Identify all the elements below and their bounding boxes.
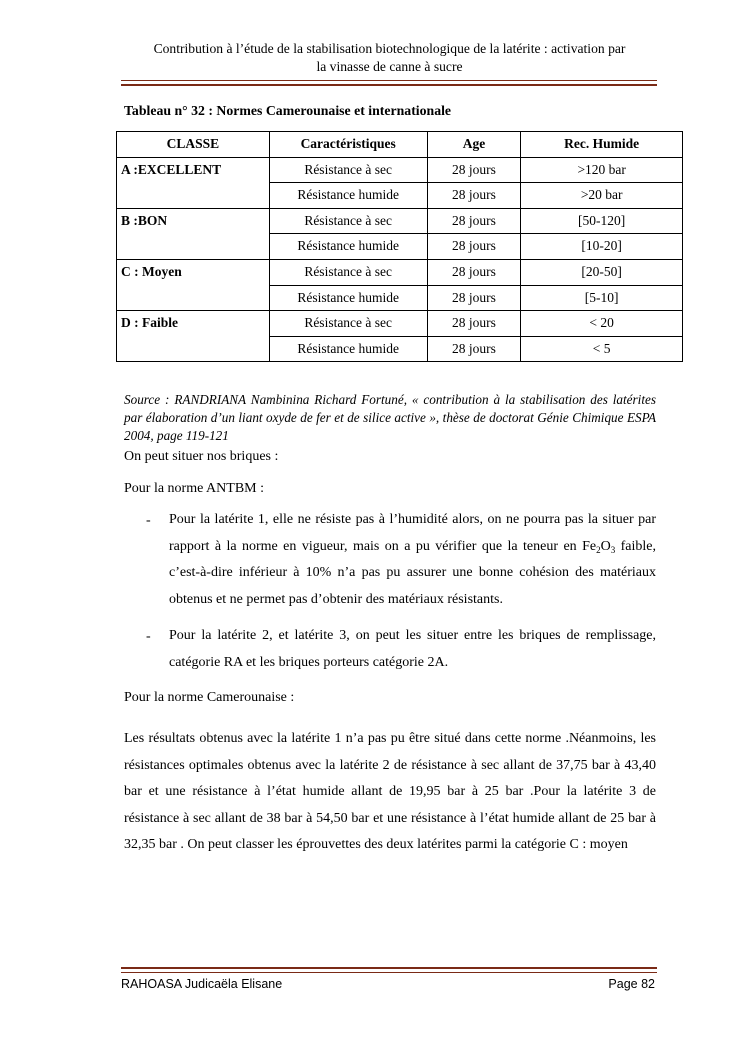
header-rule-thick: [121, 84, 657, 86]
age-cell: 28 jours: [427, 259, 521, 285]
bullet-1-text-after: faible, c’est-à-dire inférieur à 10% n’a pas pu assurer une bonne cohésion des matériaux obtenus et ne permet pas d’obtenir des matériaux résistants.: [169, 538, 656, 607]
rec-cell: [5-10]: [521, 285, 683, 311]
rec-cell: >20 bar: [521, 183, 683, 209]
column-header-caracteristiques: Caractéristiques: [269, 132, 427, 158]
carac-cell: Résistance humide: [269, 183, 427, 209]
footer-rule-thin: [121, 972, 657, 973]
intro-paragraph: On peut situer nos briques :: [124, 449, 279, 464]
class-cell: B :BON: [117, 208, 270, 234]
bullet-item-1: [169, 507, 656, 613]
carac-cell: Résistance à sec: [269, 208, 427, 234]
antbm-heading: Pour la norme ANTBM :: [124, 481, 264, 496]
bullet-1-text-before: Pour la latérite 1, elle ne résiste pas à l’humidité alors, on ne pourra pas la situer par rapport à la norme en vigueur, mais on a pu vérifier que la teneur en: [169, 512, 656, 554]
rec-cell: < 5: [521, 336, 683, 362]
class-cell-empty: [117, 285, 270, 311]
rec-cell: < 20: [521, 311, 683, 337]
class-cell: C : Moyen: [117, 259, 270, 285]
carac-cell: Résistance à sec: [269, 259, 427, 285]
table-header-row: [117, 132, 683, 158]
bullet-dash-2: -: [146, 629, 151, 644]
formula-sub-1: 2: [596, 544, 601, 555]
table-row: [117, 336, 683, 362]
age-cell: 28 jours: [427, 183, 521, 209]
rec-cell: [50-120]: [521, 208, 683, 234]
class-cell-empty: [117, 336, 270, 362]
age-cell: 28 jours: [427, 208, 521, 234]
carac-cell: Résistance humide: [269, 285, 427, 311]
age-cell: 28 jours: [427, 336, 521, 362]
class-cell: A :EXCELLENT: [117, 157, 270, 183]
age-cell: 28 jours: [427, 311, 521, 337]
class-cell: D : Faible: [117, 311, 270, 337]
table-row: [117, 234, 683, 260]
table-title: Tableau n° 32 : Normes Camerounaise et internationale: [124, 103, 452, 118]
column-header-age: Age: [427, 132, 521, 158]
rec-cell: >120 bar: [521, 157, 683, 183]
norms-table: [116, 131, 683, 362]
age-cell: 28 jours: [427, 285, 521, 311]
formula-sub-2: 3: [610, 544, 616, 555]
footer-page-number: Page 82: [608, 977, 655, 991]
formula-o: O: [600, 538, 611, 554]
class-cell-empty: [117, 183, 270, 209]
carac-cell: Résistance humide: [269, 234, 427, 260]
age-cell: 28 jours: [427, 157, 521, 183]
footer-rule-thick: [121, 967, 657, 969]
class-cell-empty: [117, 234, 270, 260]
age-cell: 28 jours: [427, 234, 521, 260]
running-header: [121, 40, 658, 76]
table-row: [117, 208, 683, 234]
carac-cell: Résistance à sec: [269, 157, 427, 183]
cameroun-heading: Pour la norme Camerounaise :: [124, 690, 295, 705]
footer-author: RAHOASA Judicaëla Elisane: [121, 977, 283, 991]
rec-cell: [20-50]: [521, 259, 683, 285]
table-row: [117, 259, 683, 285]
header-line-2: la vinasse de canne à sucre: [316, 59, 463, 74]
results-paragraph: Les résultats obtenus avec la latérite 1 n’a pas pu être situé dans cette norme .Néanmoins, les résistances optimales obtenus avec la latérite 2 de résistance à sec allant de 37,75 bar à 43,40 bar et une résistance à l’état humide allant de 19,95 bar à 25 bar .Pour la latérite 3 de résistance à sec allant de 38 bar à 54,50 bar et une résistance à l’état humide allant de 25 bar à 32,35 bar . On peut classer les éprouvettes des deux latérites parmi la catégorie C : moyen: [124, 731, 656, 852]
table-row: [117, 311, 683, 337]
table-row: [117, 285, 683, 311]
column-header-rec-humide: Rec. Humide: [521, 132, 683, 158]
table-row: [117, 183, 683, 209]
header-line-1: Contribution à l’étude de la stabilisation biotechnologique de la latérite : activation par: [153, 41, 626, 56]
formula-fe: Fe: [582, 538, 597, 554]
table-source-citation: Source : RANDRIANA Nambinina Richard Fortuné, « contribution à la stabilisation des latérites par élaboration d’un liant oxyde de fer et de silice active », thèse de doctorat Génie Chimique ESPA 2004, page 119-121: [124, 392, 656, 443]
bullet-dash-1: -: [146, 513, 151, 528]
bullet-item-2: Pour la latérite 2, et latérite 3, on peut les situer entre les briques de remplissage, catégorie RA et les briques porteurs catégorie 2A.: [169, 628, 656, 670]
header-rule-thin: [121, 80, 657, 81]
carac-cell: Résistance à sec: [269, 311, 427, 337]
table-row: [117, 157, 683, 183]
rec-cell: [10-20]: [521, 234, 683, 260]
carac-cell: Résistance humide: [269, 336, 427, 362]
column-header-classe: CLASSE: [117, 132, 270, 158]
